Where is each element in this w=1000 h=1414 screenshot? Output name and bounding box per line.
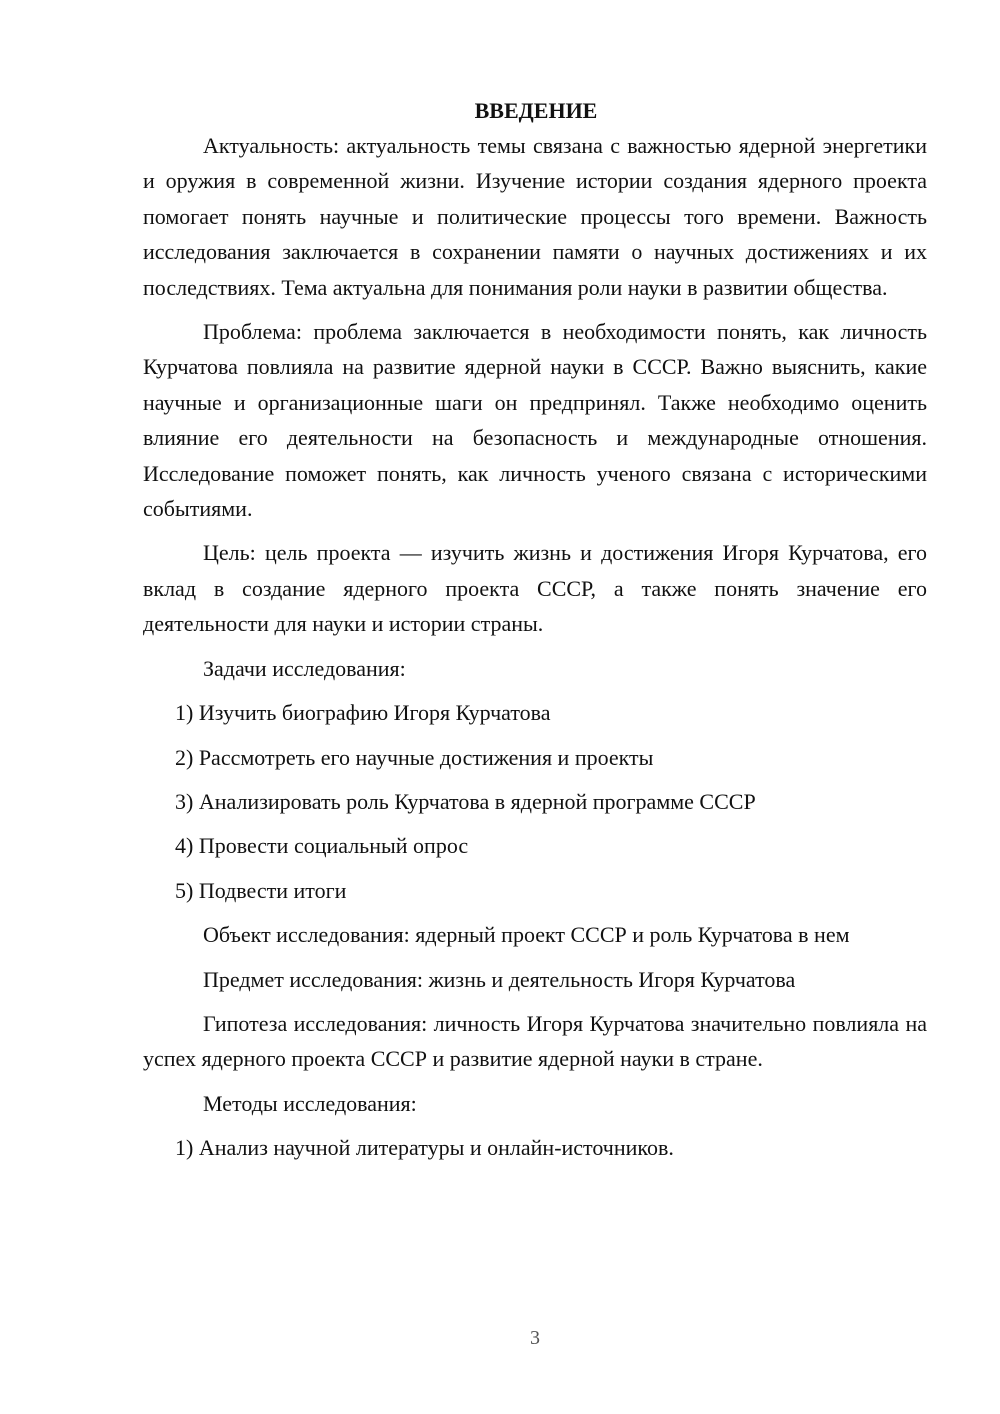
list-item: 4) Провести социальный опрос (175, 833, 469, 859)
paragraph-problem: Проблема: проблема заключается в необходимости понять, как личность Курчатова повлияла на развитие ядерной науки в СССР. Важно выяснить, какие научные и организационные шаги он предпринял. Также необходимо оценить влияние его деятельности на безопасность и международные отношения. Исследование поможет понять, как личность ученого связана с историческими событиями. (143, 319, 927, 522)
tasks-heading: Задачи исследования: (203, 655, 406, 681)
methods-heading: Методы исследования: (203, 1090, 417, 1116)
page-body (143, 93, 927, 1175)
section-title: ВВЕДЕНИЕ (474, 98, 598, 123)
paragraph-object: Объект исследования: ядерный проект СССР и роль Курчатова в нем (203, 922, 850, 948)
list-item: 1) Анализ научной литературы и онлайн-источников. (175, 1135, 674, 1161)
list-item: 5) Подвести итоги (175, 877, 347, 903)
list-item: 1) Изучить биографию Игоря Курчатова (175, 700, 551, 726)
paragraph-goal: Цель: цель проекта — изучить жизнь и достижения Игоря Курчатова, его вклад в создание ядерного проекта СССР, а также понять значение его деятельности для науки и истории страны. (143, 540, 927, 637)
paragraph-hypothesis: Гипотеза исследования: личность Игоря Курчатова значительно повлияла на успех ядерного проекта СССР и развитие ядерной науки в стране. (143, 1010, 927, 1072)
list-item: 3) Анализировать роль Курчатова в ядерной программе СССР (175, 788, 756, 814)
page-number: 3 (530, 1327, 540, 1349)
paragraph-subject: Предмет исследования: жизнь и деятельность Игоря Курчатова (203, 966, 796, 992)
paragraph-relevance: Актуальность: актуальность темы связана с важностью ядерной энергетики и оружия в современной жизни. Изучение истории создания ядерного проекта помогает понять научные и политические процессы того времени. Важность исследования заключается в сохранении памяти о научных достижениях и их последствиях. Тема актуальна для понимания роли науки в развитии общества. (143, 133, 927, 300)
list-item: 2) Рассмотреть его научные достижения и проекты (175, 744, 654, 770)
